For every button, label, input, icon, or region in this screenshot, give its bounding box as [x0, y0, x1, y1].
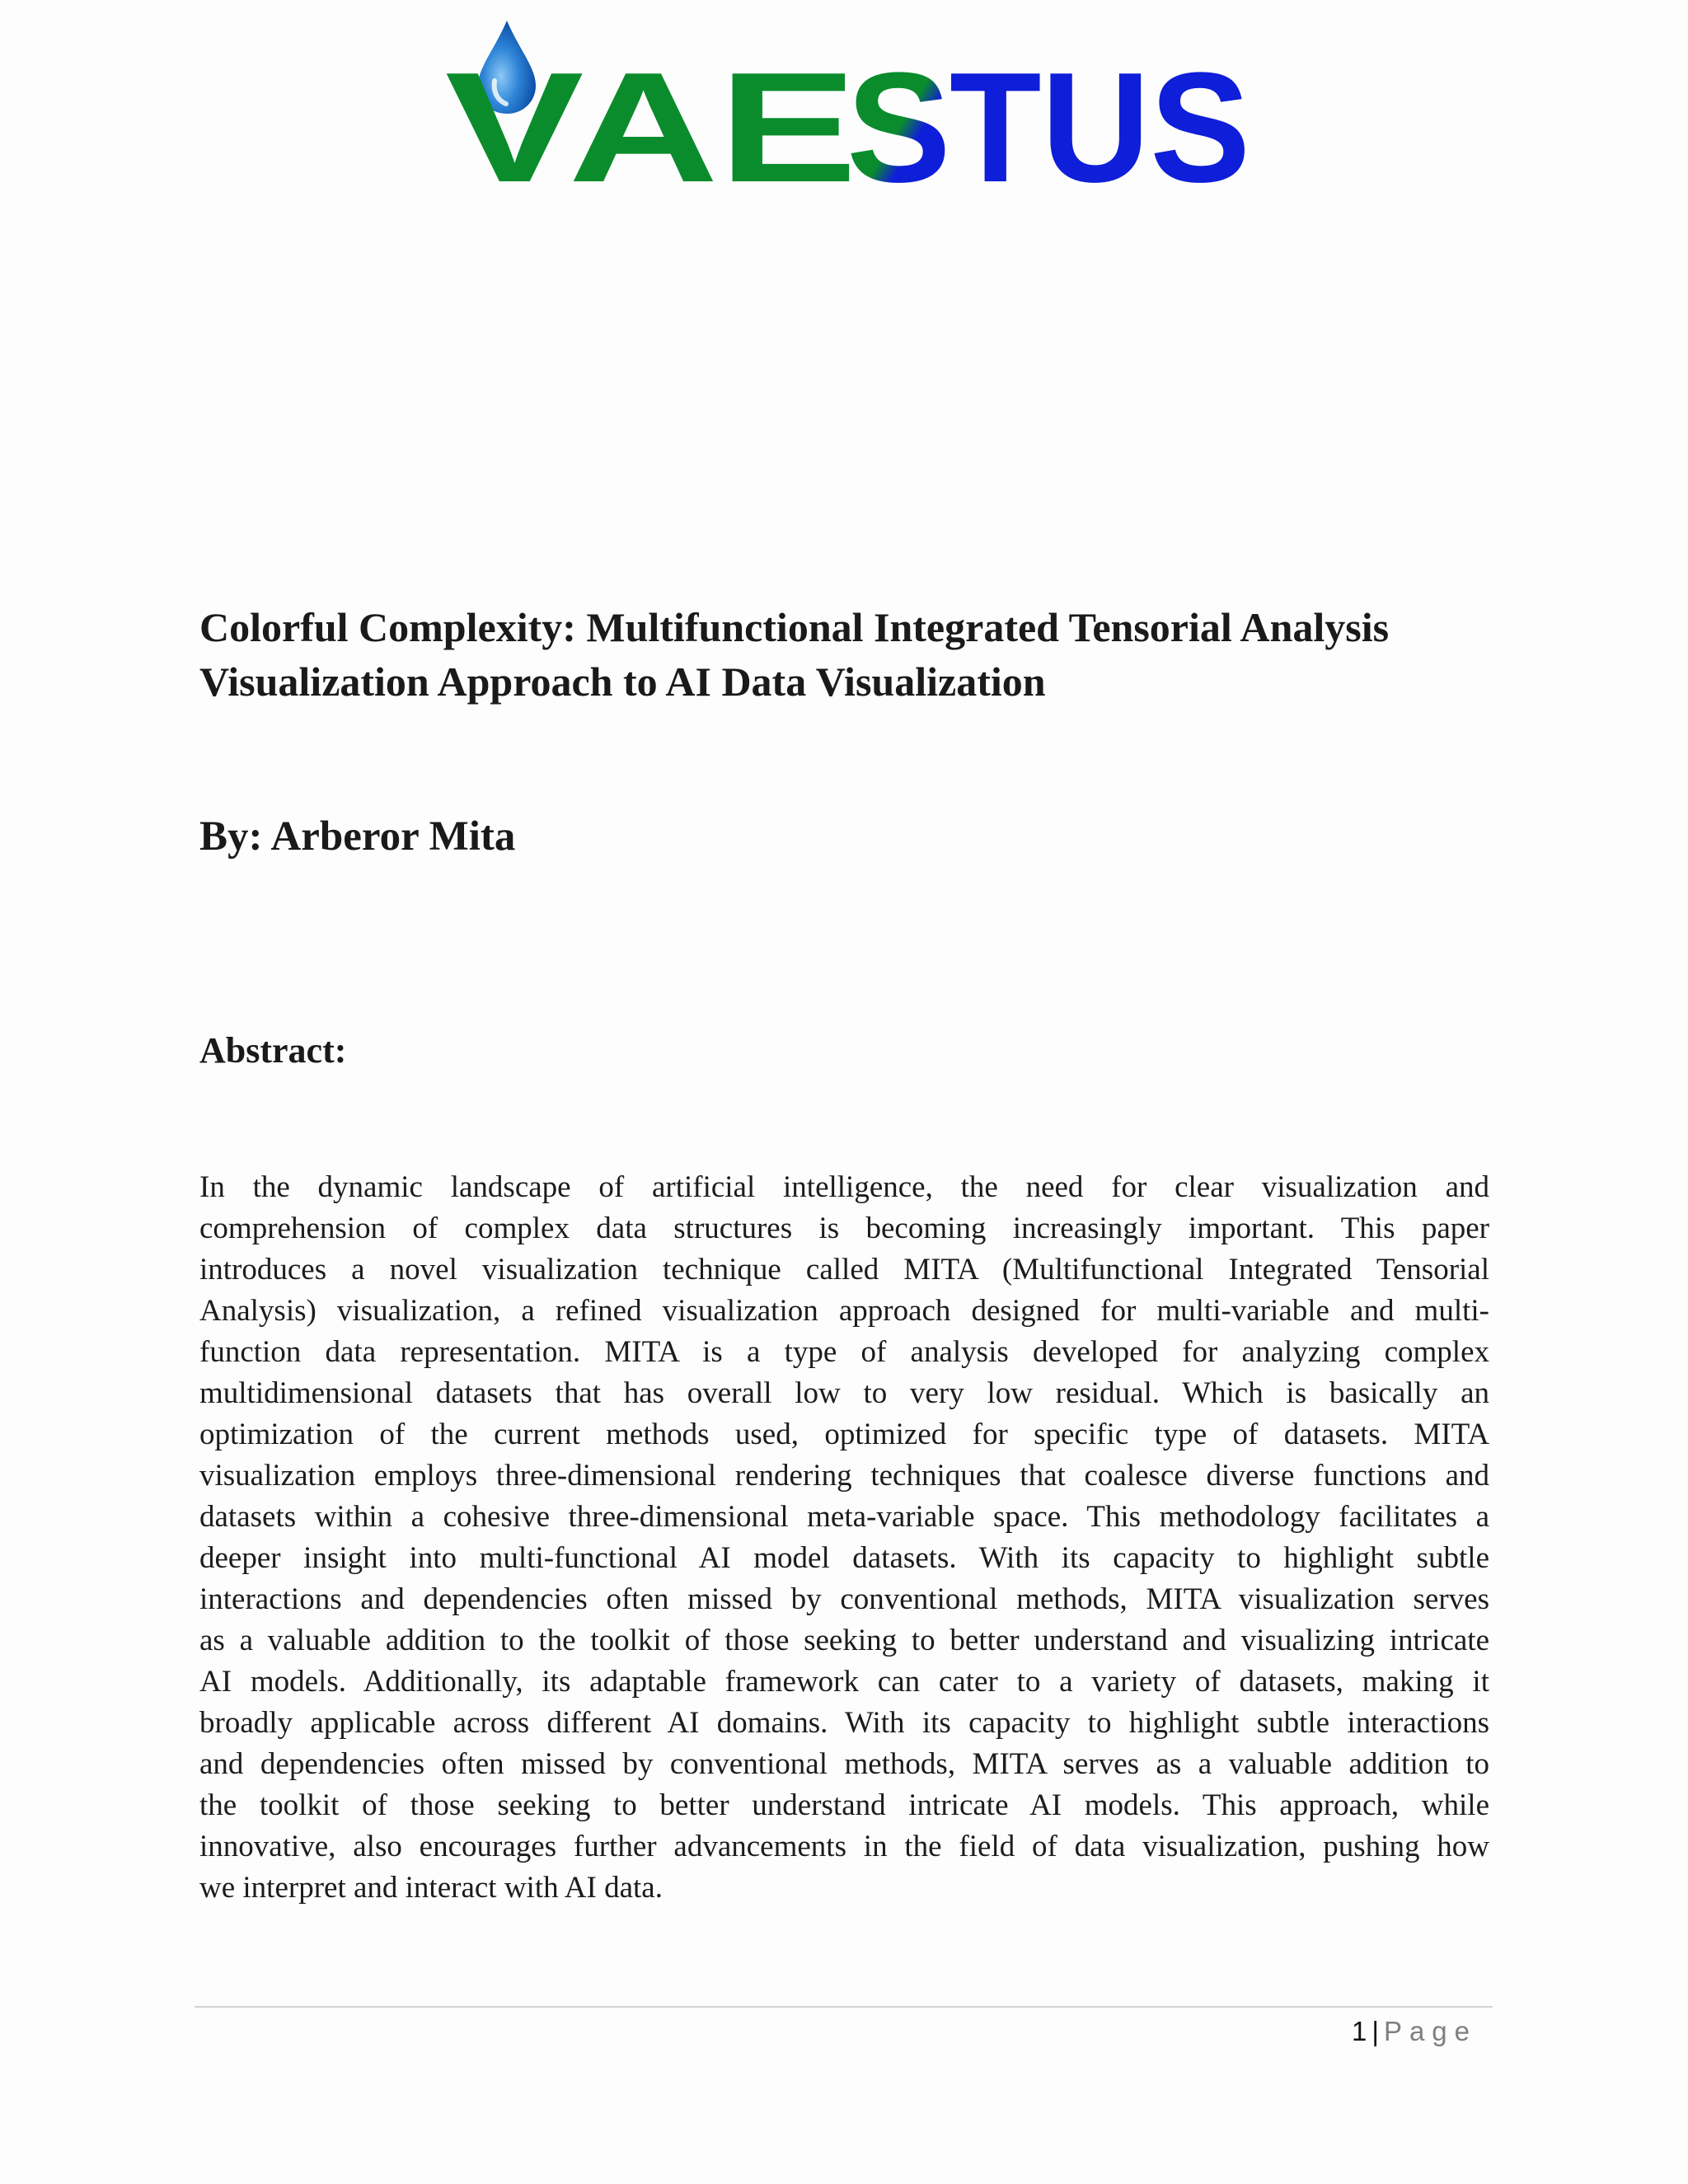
page-number-separator: |	[1372, 2016, 1379, 2046]
abstract-line: broadly applicable across different AI domains. With its capacity to highlight subtle interactions	[199, 1706, 1489, 1740]
vaestus-logo	[445, 16, 1253, 194]
abstract-line: AI models. Additionally, its adaptable framework can cater to a variety of datasets, making it	[199, 1665, 1489, 1699]
abstract-line: the toolkit of those seeking to better understand intricate AI models. This approach, while	[199, 1788, 1489, 1822]
abstract-body	[199, 1167, 1489, 1909]
abstract-line: optimization of the current methods used, optimized for specific type of datasets. MITA	[199, 1418, 1489, 1451]
abstract-line: In the dynamic landscape of artificial intelligence, the need for clear visualization and	[199, 1170, 1489, 1204]
footer-divider	[195, 2006, 1493, 2008]
abstract-line: visualization employs three-dimensional rendering techniques that coalesce diverse functions and	[199, 1459, 1489, 1493]
svg-text:TUS: TUS	[950, 40, 1250, 194]
abstract-line: interactions and dependencies often missed by conventional methods, MITA visualization serves	[199, 1582, 1489, 1616]
abstract-line: deeper insight into multi-functional AI model datasets. With its capacity to highlight subtle	[199, 1541, 1489, 1575]
page-label: Page	[1383, 2016, 1478, 2046]
abstract-line: datasets within a cohesive three-dimensional meta-variable space. This methodology facilitates a	[199, 1500, 1489, 1534]
page-number: 1	[1352, 2016, 1367, 2046]
paper-title	[199, 600, 1489, 709]
author-byline: By: Arberor Mita	[199, 813, 516, 860]
paper-title-line-2: Visualization Approach to AI Data Visualization	[199, 658, 1046, 705]
abstract-line: innovative, also encourages further advancements in the field of data visualization, pushing how	[199, 1830, 1489, 1863]
abstract-line: we interpret and interact with AI data.	[199, 1871, 663, 1905]
abstract-line: and dependencies often missed by conventional methods, MITA serves as a valuable addition to	[199, 1747, 1489, 1781]
paper-title-line-1: Colorful Complexity: Multifunctional Integrated Tensorial Analysis	[199, 604, 1390, 650]
abstract-line: introduces a novel visualization technique called MITA (Multifunctional Integrated Tensorial	[199, 1253, 1489, 1286]
abstract-line: multidimensional datasets that has overall low to very low residual. Which is basically an	[199, 1376, 1489, 1410]
abstract-line: Analysis) visualization, a refined visualization approach designed for multi-variable and multi-	[199, 1294, 1489, 1328]
svg-text:VAE: VAE	[445, 40, 857, 194]
abstract-line: function data representation. MITA is a type of analysis developed for analyzing complex	[199, 1335, 1489, 1369]
abstract-heading: Abstract:	[199, 1030, 347, 1071]
abstract-line: comprehension of complex data structures is becoming increasingly important. This paper	[199, 1212, 1489, 1245]
page-footer	[1352, 2013, 1484, 2050]
svg-text:S: S	[846, 40, 951, 194]
abstract-line: as a valuable addition to the toolkit of those seeking to better understand and visualizing intricate	[199, 1624, 1489, 1657]
